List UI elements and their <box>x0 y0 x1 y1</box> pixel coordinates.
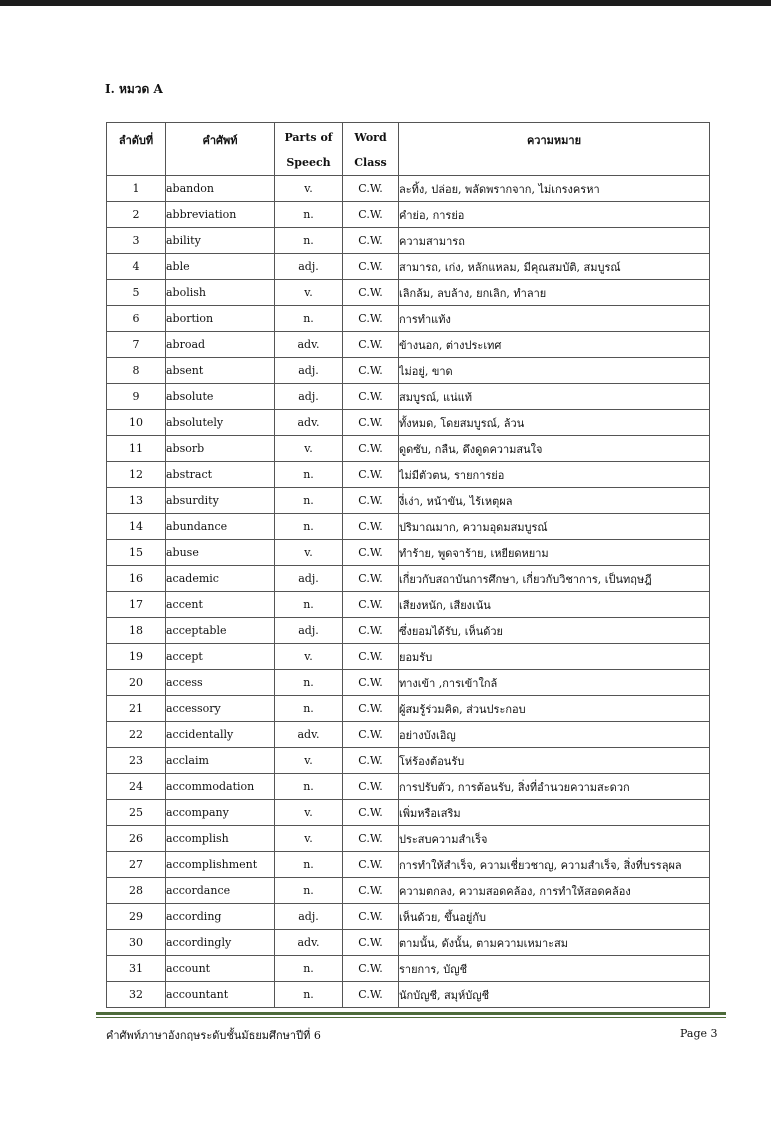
row-word-class: C.W. <box>343 436 399 462</box>
row-word-class: C.W. <box>343 332 399 358</box>
row-number: 25 <box>107 800 166 826</box>
row-word-class: C.W. <box>343 462 399 488</box>
table-row <box>107 852 710 878</box>
row-part-of-speech: n. <box>275 592 343 618</box>
row-part-of-speech: adj. <box>275 254 343 280</box>
row-number: 23 <box>107 748 166 774</box>
row-number: 27 <box>107 852 166 878</box>
row-meaning: ยอมรับ <box>399 644 710 670</box>
row-number: 11 <box>107 436 166 462</box>
row-meaning: ละทิ้ง, ปล่อย, พลัดพรากจาก, ไม่เกรงครหา <box>399 176 710 202</box>
row-meaning: งี่เง่า, หน้าขัน, ไร้เหตุผล <box>399 488 710 514</box>
top-bar <box>0 0 771 6</box>
row-word: abundance <box>166 514 275 540</box>
row-meaning: ข้างนอก, ต่างประเทศ <box>399 332 710 358</box>
table-row <box>107 488 710 514</box>
row-number: 16 <box>107 566 166 592</box>
row-part-of-speech: adj. <box>275 566 343 592</box>
row-word-class: C.W. <box>343 592 399 618</box>
row-word: accidentally <box>166 722 275 748</box>
row-word: acceptable <box>166 618 275 644</box>
row-word: abolish <box>166 280 275 306</box>
row-meaning: ความตกลง, ความสอดคล้อง, การทำให้สอดคล้อง <box>399 878 710 904</box>
row-part-of-speech: v. <box>275 644 343 670</box>
row-number: 2 <box>107 202 166 228</box>
row-number: 17 <box>107 592 166 618</box>
row-number: 7 <box>107 332 166 358</box>
row-word: absolutely <box>166 410 275 436</box>
row-number: 3 <box>107 228 166 254</box>
row-word: absent <box>166 358 275 384</box>
row-number: 8 <box>107 358 166 384</box>
table-row <box>107 202 710 228</box>
row-number: 22 <box>107 722 166 748</box>
row-part-of-speech: n. <box>275 982 343 1008</box>
row-word-class: C.W. <box>343 982 399 1008</box>
row-number: 9 <box>107 384 166 410</box>
row-word-class: C.W. <box>343 514 399 540</box>
footer-divider-thin <box>96 1017 726 1018</box>
row-word-class: C.W. <box>343 176 399 202</box>
table-row <box>107 332 710 358</box>
table-row <box>107 358 710 384</box>
table-row <box>107 904 710 930</box>
row-number: 21 <box>107 696 166 722</box>
row-part-of-speech: v. <box>275 748 343 774</box>
row-number: 31 <box>107 956 166 982</box>
row-word-class: C.W. <box>343 800 399 826</box>
row-word: abortion <box>166 306 275 332</box>
row-part-of-speech: n. <box>275 774 343 800</box>
row-word: abandon <box>166 176 275 202</box>
row-part-of-speech: v. <box>275 436 343 462</box>
row-word-class: C.W. <box>343 956 399 982</box>
row-word-class: C.W. <box>343 410 399 436</box>
row-word-class: C.W. <box>343 306 399 332</box>
header-class-line1: Word <box>354 131 387 144</box>
row-word: absolute <box>166 384 275 410</box>
row-part-of-speech: v. <box>275 176 343 202</box>
row-word-class: C.W. <box>343 540 399 566</box>
section-title: I. หมวด A <box>105 82 163 96</box>
row-number: 32 <box>107 982 166 1008</box>
row-word-class: C.W. <box>343 488 399 514</box>
header-meaning-label: ความหมาย <box>526 134 582 147</box>
row-meaning: ผู้สมรู้ร่วมคิด, ส่วนประกอบ <box>399 696 710 722</box>
row-number: 29 <box>107 904 166 930</box>
row-part-of-speech: n. <box>275 228 343 254</box>
table-row <box>107 436 710 462</box>
header-number <box>107 123 166 176</box>
row-word-class: C.W. <box>343 644 399 670</box>
row-part-of-speech: n. <box>275 878 343 904</box>
row-word: according <box>166 904 275 930</box>
row-part-of-speech: n. <box>275 462 343 488</box>
table-row <box>107 176 710 202</box>
row-meaning: ทางเข้า ,การเข้าใกล้ <box>399 670 710 696</box>
header-word-label: คำศัพท์ <box>202 134 238 147</box>
table-row <box>107 748 710 774</box>
table-row <box>107 982 710 1008</box>
row-part-of-speech: n. <box>275 852 343 878</box>
row-word: accent <box>166 592 275 618</box>
row-meaning: ทั้งหมด, โดยสมบูรณ์, ล้วน <box>399 410 710 436</box>
row-meaning: ทำร้าย, พูดจาร้าย, เหยียดหยาม <box>399 540 710 566</box>
row-word: abuse <box>166 540 275 566</box>
row-word: accompany <box>166 800 275 826</box>
table-row <box>107 228 710 254</box>
row-number: 12 <box>107 462 166 488</box>
row-meaning: สมบูรณ์, แน่แท้ <box>399 384 710 410</box>
row-meaning: ตามนั้น, ดังนั้น, ตามความเหมาะสม <box>399 930 710 956</box>
table-row <box>107 566 710 592</box>
row-meaning: เพิ่มหรือเสริม <box>399 800 710 826</box>
row-word-class: C.W. <box>343 358 399 384</box>
row-word: accountant <box>166 982 275 1008</box>
header-pos-line2: Speech <box>286 156 331 169</box>
table-row <box>107 878 710 904</box>
row-part-of-speech: adv. <box>275 332 343 358</box>
row-part-of-speech: adj. <box>275 358 343 384</box>
table-header-row <box>107 123 710 176</box>
row-part-of-speech: n. <box>275 696 343 722</box>
table-body <box>107 176 710 1008</box>
row-word-class: C.W. <box>343 228 399 254</box>
row-meaning: การทำแท้ง <box>399 306 710 332</box>
row-word-class: C.W. <box>343 852 399 878</box>
row-number: 6 <box>107 306 166 332</box>
row-part-of-speech: adj. <box>275 384 343 410</box>
row-part-of-speech: v. <box>275 540 343 566</box>
header-word-class <box>343 123 399 176</box>
table-row <box>107 774 710 800</box>
row-word: accommodation <box>166 774 275 800</box>
table-row <box>107 540 710 566</box>
table-row <box>107 618 710 644</box>
row-meaning: ดูดซับ, กลืน, ดึงดูดความสนใจ <box>399 436 710 462</box>
row-part-of-speech: adv. <box>275 722 343 748</box>
header-parts-of-speech <box>275 123 343 176</box>
row-word: accomplishment <box>166 852 275 878</box>
table-row <box>107 410 710 436</box>
row-meaning: สามารถ, เก่ง, หลักแหลม, มีคุณสมบัติ, สมบูรณ์ <box>399 254 710 280</box>
row-word: absorb <box>166 436 275 462</box>
row-meaning: นักบัญชี, สมุห์บัญชี <box>399 982 710 1008</box>
row-part-of-speech: n. <box>275 670 343 696</box>
table-row <box>107 670 710 696</box>
row-word-class: C.W. <box>343 566 399 592</box>
row-number: 20 <box>107 670 166 696</box>
table-row <box>107 696 710 722</box>
row-number: 14 <box>107 514 166 540</box>
row-meaning: โห่ร้องต้อนรับ <box>399 748 710 774</box>
row-word: academic <box>166 566 275 592</box>
row-word-class: C.W. <box>343 774 399 800</box>
row-word-class: C.W. <box>343 202 399 228</box>
row-part-of-speech: adv. <box>275 930 343 956</box>
row-part-of-speech: adv. <box>275 410 343 436</box>
row-word-class: C.W. <box>343 722 399 748</box>
row-word-class: C.W. <box>343 670 399 696</box>
row-meaning: การทำให้สำเร็จ, ความเชี่ยวชาญ, ความสำเร็จ, สิ่งที่บรรลุผล <box>399 852 710 878</box>
header-word <box>166 123 275 176</box>
footer-divider-thick <box>96 1012 726 1015</box>
page-number: Page 3 <box>680 1027 718 1040</box>
row-word: abroad <box>166 332 275 358</box>
table-row <box>107 254 710 280</box>
row-part-of-speech: n. <box>275 306 343 332</box>
row-number: 10 <box>107 410 166 436</box>
table-row <box>107 514 710 540</box>
row-word-class: C.W. <box>343 280 399 306</box>
table-row <box>107 462 710 488</box>
row-part-of-speech: n. <box>275 202 343 228</box>
table-row <box>107 384 710 410</box>
table-row <box>107 826 710 852</box>
row-word: able <box>166 254 275 280</box>
table-row <box>107 722 710 748</box>
row-meaning: เห็นด้วย, ขึ้นอยู่กับ <box>399 904 710 930</box>
row-meaning: ความสามารถ <box>399 228 710 254</box>
row-word: accept <box>166 644 275 670</box>
table-row <box>107 280 710 306</box>
row-number: 19 <box>107 644 166 670</box>
row-meaning: ไม่มีตัวตน, รายการย่อ <box>399 462 710 488</box>
row-word: abbreviation <box>166 202 275 228</box>
header-pos-line1: Parts of <box>284 131 333 144</box>
row-part-of-speech: n. <box>275 514 343 540</box>
vocabulary-table <box>106 122 710 1008</box>
table-row <box>107 644 710 670</box>
row-meaning: ปริมาณมาก, ความอุดมสมบูรณ์ <box>399 514 710 540</box>
row-word: absurdity <box>166 488 275 514</box>
row-part-of-speech: n. <box>275 488 343 514</box>
row-part-of-speech: v. <box>275 826 343 852</box>
row-word-class: C.W. <box>343 696 399 722</box>
row-number: 28 <box>107 878 166 904</box>
footer-title: คำศัพท์ภาษาอังกฤษระดับชั้นมัธยมศึกษาปีที่ 6 <box>106 1029 321 1042</box>
row-meaning: ซึ่งยอมได้รับ, เห็นด้วย <box>399 618 710 644</box>
row-number: 24 <box>107 774 166 800</box>
row-word-class: C.W. <box>343 254 399 280</box>
row-meaning: คำย่อ, การย่อ <box>399 202 710 228</box>
row-part-of-speech: n. <box>275 956 343 982</box>
row-word: ability <box>166 228 275 254</box>
row-word: account <box>166 956 275 982</box>
row-meaning: ประสบความสำเร็จ <box>399 826 710 852</box>
row-word: accessory <box>166 696 275 722</box>
row-meaning: อย่างบังเอิญ <box>399 722 710 748</box>
table-row <box>107 592 710 618</box>
row-meaning: รายการ, บัญชี <box>399 956 710 982</box>
row-number: 5 <box>107 280 166 306</box>
row-word-class: C.W. <box>343 904 399 930</box>
table-row <box>107 800 710 826</box>
row-number: 15 <box>107 540 166 566</box>
row-word: access <box>166 670 275 696</box>
row-meaning: เสียงหนัก, เสียงเน้น <box>399 592 710 618</box>
row-word: acclaim <box>166 748 275 774</box>
row-word-class: C.W. <box>343 930 399 956</box>
row-meaning: การปรับตัว, การต้อนรับ, สิ่งที่อำนวยความสะดวก <box>399 774 710 800</box>
row-word: accordance <box>166 878 275 904</box>
row-word-class: C.W. <box>343 878 399 904</box>
table-row <box>107 930 710 956</box>
row-word: accomplish <box>166 826 275 852</box>
row-number: 13 <box>107 488 166 514</box>
row-word-class: C.W. <box>343 618 399 644</box>
row-number: 26 <box>107 826 166 852</box>
header-number-label: ลำดับที่ <box>118 134 154 147</box>
row-part-of-speech: v. <box>275 280 343 306</box>
row-part-of-speech: adj. <box>275 618 343 644</box>
row-number: 4 <box>107 254 166 280</box>
row-meaning: ไม่อยู่, ขาด <box>399 358 710 384</box>
table-row <box>107 306 710 332</box>
row-part-of-speech: adj. <box>275 904 343 930</box>
row-number: 18 <box>107 618 166 644</box>
row-number: 30 <box>107 930 166 956</box>
row-word: abstract <box>166 462 275 488</box>
row-meaning: เกี่ยวกับสถาบันการศึกษา, เกี่ยวกับวิชาการ, เป็นทฤษฎี <box>399 566 710 592</box>
row-part-of-speech: v. <box>275 800 343 826</box>
row-word-class: C.W. <box>343 748 399 774</box>
table-row <box>107 956 710 982</box>
header-meaning <box>399 123 710 176</box>
row-word: accordingly <box>166 930 275 956</box>
row-meaning: เลิกล้ม, ลบล้าง, ยกเลิก, ทำลาย <box>399 280 710 306</box>
row-word-class: C.W. <box>343 384 399 410</box>
header-class-line2: Class <box>354 156 387 169</box>
row-number: 1 <box>107 176 166 202</box>
row-word-class: C.W. <box>343 826 399 852</box>
